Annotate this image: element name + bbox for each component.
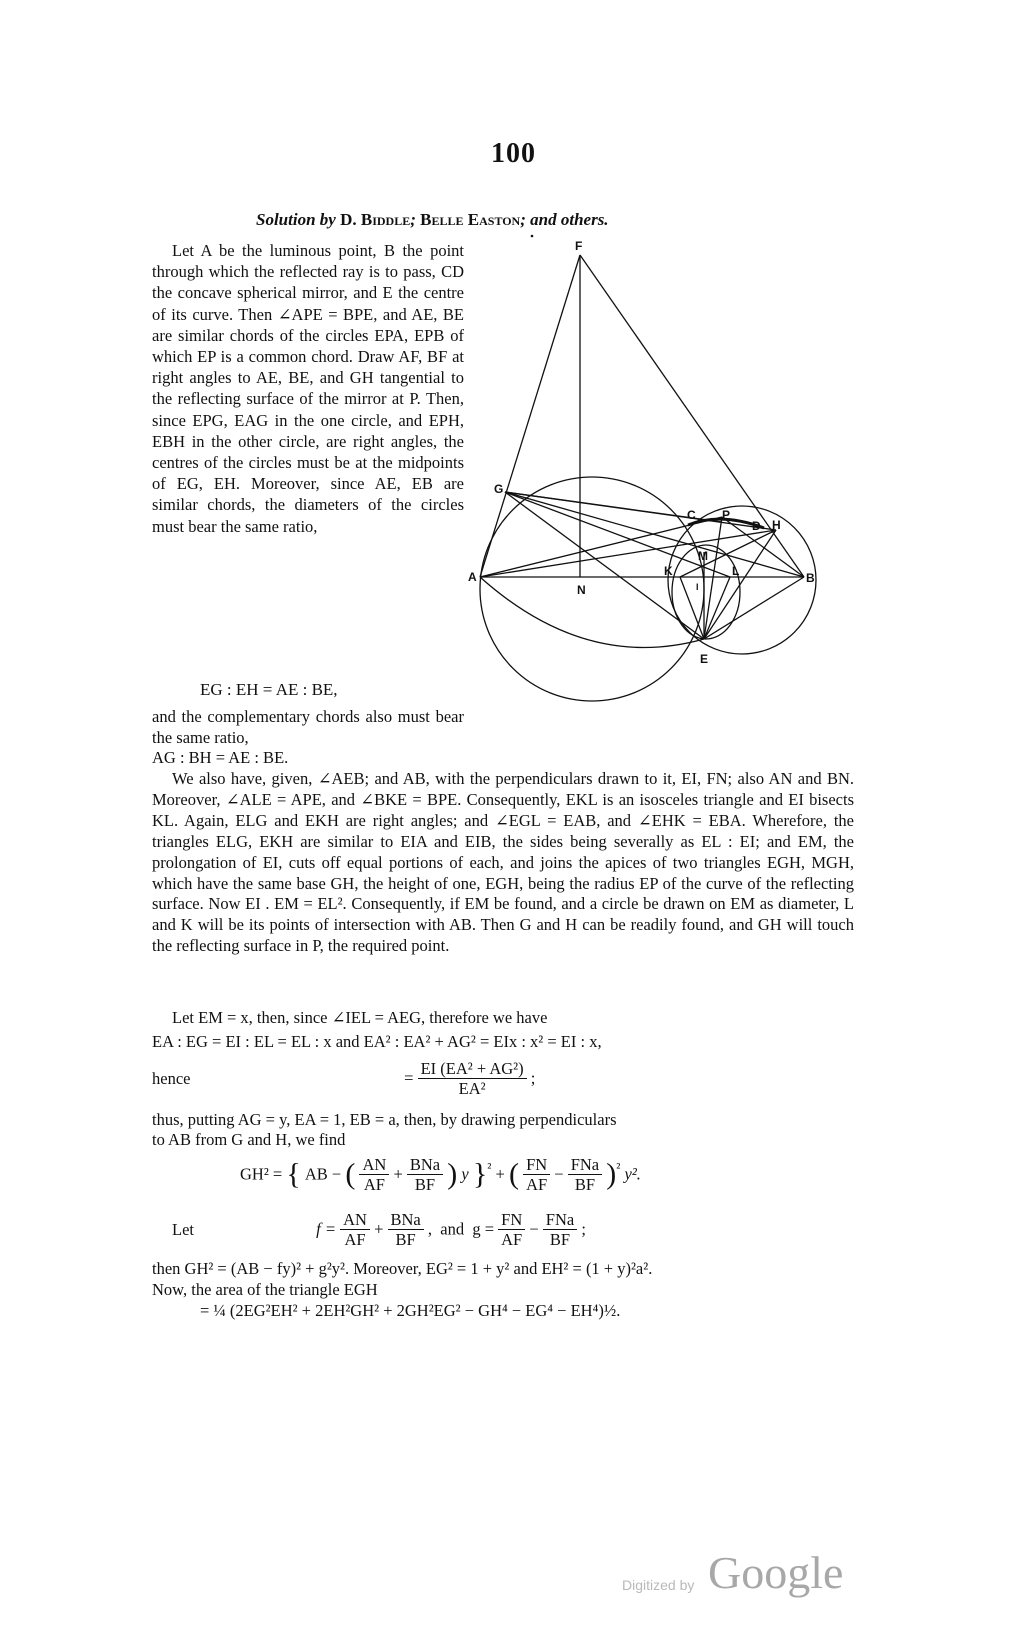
circle-epa xyxy=(480,477,704,701)
label-k: K xyxy=(664,564,673,578)
let-frac3-den: AF xyxy=(501,1230,523,1249)
hence-word: hence xyxy=(152,1068,191,1088)
line-lg xyxy=(505,492,730,577)
gh-frac-bna-bf xyxy=(407,1155,443,1194)
hence-fraction xyxy=(418,1059,527,1098)
label-c: C xyxy=(687,508,696,522)
gh-plus: + xyxy=(393,1164,403,1184)
let-frac2-num: BNa xyxy=(388,1210,424,1230)
byline-name-biddle: D. Biddle xyxy=(340,210,411,229)
gh-rparen: ) xyxy=(447,1157,458,1191)
label-l: L xyxy=(732,564,740,578)
thus-line-1: thus, putting AG = y, EA = 1, EB = a, then, by drawing perpendiculars xyxy=(152,1110,617,1129)
gh-frac4-num: FNa xyxy=(568,1155,602,1175)
watermark-digitized: Digitized by xyxy=(622,1577,695,1593)
let-frac-bna-bf xyxy=(388,1210,424,1249)
let-frac2-den: BF xyxy=(395,1230,416,1249)
gh-frac4-den: BF xyxy=(574,1175,596,1194)
label-d: D xyxy=(752,519,761,533)
body-paragraph: We also have, given, ∠AEB; and AB, with the perpendiculars drawn to it, EI, FN; also AN and BN. Moreover, ∠ALE = APE, and ∠BKE = BPE. Consequently, EKL is an isosceles triangle and EI bisects KL. Again, ELG and EKH are right angles; and ∠EGL = EAB, and ∠EHK = EBA. Wherefore, the triangles ELG, EKH are similar to EIA and EIB, the sides being severally as EL : EI; and EM, the prolongation of EI, cuts off equal portions of each, and joins the apices of two triangles EGH, MGH, which have the same base GH, the height of one, EGH, being the radius EP of the curve of the reflecting surface. Now EI . EM = EL². Consequently, if EM be found, and a circle be drawn on EM as diameter, L and K will be its points of intersection with AB. Then G and H can be readily found, and GH will touch the reflecting surface in P, the required point. xyxy=(152,769,854,956)
gh-ab: AB − xyxy=(304,1164,342,1184)
let-f: f = xyxy=(316,1219,336,1239)
now-area-line: Now, the area of the triangle EGH xyxy=(152,1280,378,1299)
label-f: F xyxy=(575,239,583,253)
label-n: N xyxy=(577,583,586,597)
gh-open-brace: { xyxy=(286,1157,301,1191)
line-af xyxy=(480,255,580,577)
label-a: A xyxy=(468,570,477,584)
let-frac1-den: AF xyxy=(344,1230,366,1249)
left-column-text-2 xyxy=(152,706,464,748)
line-ap xyxy=(480,517,722,577)
let-frac4-num: FNa xyxy=(543,1210,577,1230)
gh-y-squared: y². xyxy=(624,1164,641,1184)
gh-frac3-num: FN xyxy=(523,1155,550,1175)
gh-frac1-den: AF xyxy=(363,1175,385,1194)
let-plus: + xyxy=(374,1219,384,1239)
gh-lparen-2: ( xyxy=(508,1157,519,1191)
byline-prefix: Solution by xyxy=(256,210,336,229)
gh-frac-fn-af xyxy=(523,1155,550,1194)
let-frac-fna-bf xyxy=(543,1210,577,1249)
line-be xyxy=(704,577,804,639)
solution-byline xyxy=(256,210,609,230)
line-gb xyxy=(505,492,804,577)
then-gh-line: then GH² = (AB − fy)² + g²y². Moreover, EG² = 1 + y² and EH² = (1 + y)²a². xyxy=(152,1259,653,1278)
label-m: M xyxy=(698,549,708,563)
luminous-dot xyxy=(531,235,534,238)
hence-end: ; xyxy=(530,1068,536,1088)
gh-lhs: GH² = xyxy=(240,1164,283,1184)
let-end: ; xyxy=(581,1219,586,1239)
gh-frac2-num: BNa xyxy=(407,1155,443,1175)
gh-minus: − xyxy=(554,1164,564,1184)
label-e: E xyxy=(700,652,709,666)
hence-equation xyxy=(152,1059,535,1098)
let-frac4-den: BF xyxy=(549,1230,571,1249)
byline-suffix: ; and others. xyxy=(520,210,609,229)
left-column-text xyxy=(152,240,464,537)
ratio-ag-bh: AG : BH = AE : BE. xyxy=(152,748,289,767)
column-paragraph-2: and the complementary chords also must bear the same ratio, xyxy=(152,707,464,747)
let-frac-an-af xyxy=(340,1210,370,1249)
let-f-g-equation xyxy=(172,1210,586,1249)
gh-plus-2: + xyxy=(495,1164,505,1184)
gh-rparen-2: ) xyxy=(606,1157,617,1191)
line-ep xyxy=(704,517,722,639)
label-g: G xyxy=(494,482,504,496)
page-number: 100 xyxy=(491,138,536,169)
let-frac1-num: AN xyxy=(340,1210,370,1230)
gh-frac1-num: AN xyxy=(359,1155,389,1175)
byline-name-easton: Belle Easton xyxy=(420,210,521,229)
watermark-google-logo: Google xyxy=(708,1547,844,1598)
let-word: Let xyxy=(172,1219,194,1239)
gh-frac2-den: BF xyxy=(414,1175,436,1194)
circle-epb xyxy=(668,506,816,654)
label-b: B xyxy=(806,571,815,585)
geometry-figure xyxy=(466,232,836,707)
body-text xyxy=(152,769,854,957)
label-p: P xyxy=(722,508,731,522)
gh-square: ² xyxy=(487,1159,492,1175)
hence-equals: = xyxy=(404,1068,414,1088)
let-minus: − xyxy=(529,1219,539,1239)
let-frac-fn-af xyxy=(498,1210,525,1249)
gh-frac-an-af xyxy=(359,1155,389,1194)
hence-numerator: EI (EA² + AG²) xyxy=(418,1059,527,1079)
let-em-line: Let EM = x, then, since ∠IEL = AEG, therefore we have xyxy=(172,1008,548,1027)
let-and-g: , and g = xyxy=(427,1219,495,1239)
area-formula: = ¼ (2EG²EH² + 2EH²GH² + 2GH²EG² − GH⁴ − EG⁴ − EH⁴)½. xyxy=(200,1301,621,1320)
label-h: H xyxy=(772,518,781,532)
gh-frac3-den: AF xyxy=(526,1175,548,1194)
arc-ae xyxy=(480,577,704,648)
let-frac3-num: FN xyxy=(498,1210,525,1230)
ratio-eg-eh: EG : EH = AE : BE, xyxy=(200,680,338,699)
byline-separator: ; xyxy=(410,210,416,229)
gh-squared-equation xyxy=(240,1155,641,1194)
thus-line-2: to AB from G and H, we find xyxy=(152,1130,346,1149)
hence-denominator: EA² xyxy=(458,1079,486,1098)
column-paragraph: Let A be the luminous point, B the point through which the reflected ray is to pass, CD the concave spherical mirror, and E the centre of its curve. Then ∠APE = BPE, and AE, BE are similar chords of the circles EPA, EPB of which EP is a common chord. Draw AF, BF at right angles to AE, BE, and GH tangential to the reflecting surface of the mirror at P. Then, since EPG, EAG in the one circle, and EPH, EBH in the other circle, are right angles, the centres of the circles must be at the midpoints of EG, EH. Moreover, since AE, EB are similar chords, the diameters of the circles must bear the same ratio, xyxy=(152,241,464,536)
gh-frac-fna-bf xyxy=(568,1155,602,1194)
label-i: I xyxy=(696,582,699,592)
gh-y: y xyxy=(461,1164,469,1184)
gh-close-brace: } xyxy=(472,1157,488,1191)
ea-ratio-line: EA : EG = EI : EL = EL : x and EA² : EA² + AG² = EIx : x² = EI : x, xyxy=(152,1032,602,1051)
gh-lparen: ( xyxy=(345,1157,356,1191)
gh-square-2: ² xyxy=(616,1159,621,1175)
